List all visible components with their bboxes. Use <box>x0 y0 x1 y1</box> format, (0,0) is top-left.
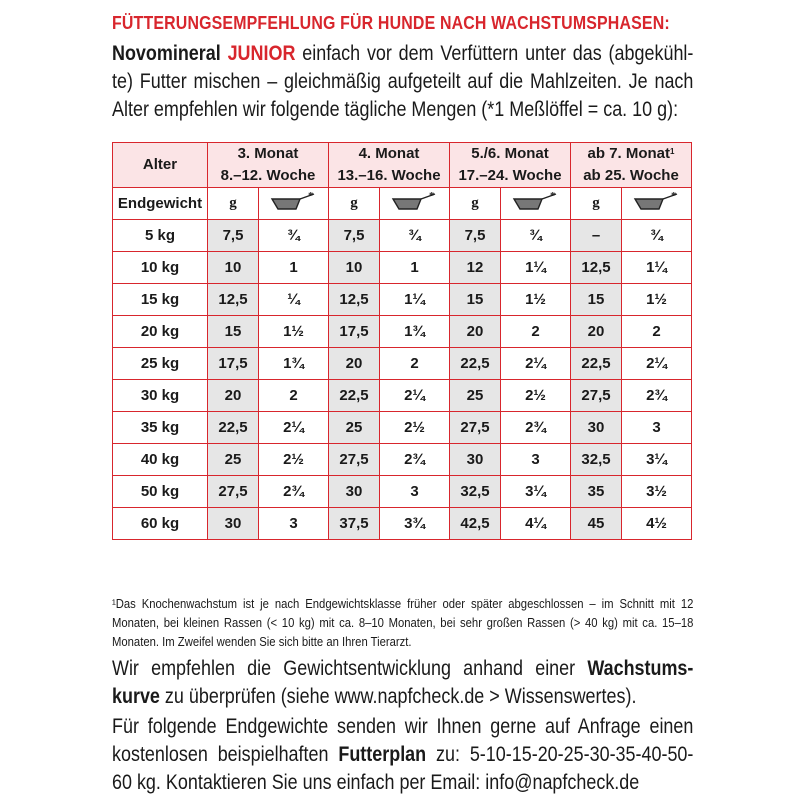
feeding-plan-term: Futterplan <box>338 743 427 766</box>
gram-unit-label: g <box>329 188 380 220</box>
gram-amount-cell: 7,5 <box>450 220 501 252</box>
spoon-amount-cell: 2 <box>622 316 692 348</box>
spoon-amount-cell: 3¼ <box>622 444 692 476</box>
gram-amount-cell: 35 <box>571 476 622 508</box>
gram-unit-label: g <box>208 188 259 220</box>
gram-amount-cell: 20 <box>571 316 622 348</box>
intro-text: einfach vor dem Verfüttern unter das (abgekühl-te) Futter mischen – gleichmäßig aufgeteilt auf die Mahlzeiten. Je nach Alter empfehlen wir folgende tägliche Mengen (*1 Meßlöffel = ca. 10 g): <box>112 42 694 121</box>
gram-unit-label: g <box>571 188 622 220</box>
table-row <box>113 380 692 412</box>
gram-amount-cell: 20 <box>450 316 501 348</box>
spoon-amount-cell: 2¼ <box>380 380 450 412</box>
phase-header <box>208 143 329 188</box>
gram-amount-cell: 30 <box>450 444 501 476</box>
svg-text:*: * <box>670 190 676 202</box>
measuring-spoon-icon <box>501 188 571 220</box>
measuring-spoon-icon <box>380 188 450 220</box>
phase-week: ab 25. Woche <box>583 167 679 184</box>
spoon-amount-cell: 2 <box>380 348 450 380</box>
growth-curve-paragraph: Wir empfehlen die Gewichtsentwicklung anhand einer Wachstums-kurve zu überprüfen (siehe www.napfcheck.de > Wissenswertes). <box>112 657 694 708</box>
gram-amount-cell: 20 <box>208 380 259 412</box>
measuring-spoon-icon <box>622 188 692 220</box>
gram-amount-cell: 27,5 <box>450 412 501 444</box>
gram-amount-cell: 12,5 <box>329 284 380 316</box>
gram-amount-cell: 12,5 <box>571 252 622 284</box>
spoon-amount-cell: ¾ <box>259 220 329 252</box>
spoon-amount-cell: 3¼ <box>501 476 571 508</box>
gram-amount-cell: 32,5 <box>571 444 622 476</box>
table-row <box>113 412 692 444</box>
spoon-amount-cell: 2½ <box>259 444 329 476</box>
weight-cell: 25 kg <box>113 348 208 380</box>
intro-paragraph <box>112 40 693 124</box>
spoon-amount-cell: 1¾ <box>259 348 329 380</box>
measuring-spoon-icon <box>259 188 329 220</box>
gram-amount-cell: 15 <box>571 284 622 316</box>
spoon-amount-cell: 2¼ <box>259 412 329 444</box>
gram-amount-cell: 15 <box>450 284 501 316</box>
weight-cell: 5 kg <box>113 220 208 252</box>
feeding-recommendation-page <box>112 10 694 794</box>
gram-amount-cell: 7,5 <box>329 220 380 252</box>
weight-cell: 35 kg <box>113 412 208 444</box>
spoon-amount-cell: 1¼ <box>380 284 450 316</box>
age-header: Alter <box>113 143 208 188</box>
phase-header <box>329 143 450 188</box>
table-row <box>113 220 692 252</box>
gram-amount-cell: 17,5 <box>329 316 380 348</box>
gram-amount-cell: 22,5 <box>208 412 259 444</box>
spoon-amount-cell: 2 <box>259 380 329 412</box>
phase-month: 4. Monat <box>358 145 420 162</box>
gram-amount-cell: 12,5 <box>208 284 259 316</box>
spoon-amount-cell: 2¾ <box>501 412 571 444</box>
weight-cell: 50 kg <box>113 476 208 508</box>
gram-amount-cell: 32,5 <box>450 476 501 508</box>
spoon-amount-cell: 1 <box>259 252 329 284</box>
svg-text:*: * <box>428 190 434 202</box>
gram-amount-cell: 15 <box>208 316 259 348</box>
spoon-amount-cell: 3½ <box>622 476 692 508</box>
gram-amount-cell: – <box>571 220 622 252</box>
svg-text:*: * <box>307 190 313 202</box>
spoon-amount-cell: 3 <box>259 508 329 540</box>
svg-text:*: * <box>549 190 555 202</box>
gram-amount-cell: 27,5 <box>571 380 622 412</box>
spoon-amount-cell: 3 <box>622 412 692 444</box>
gram-amount-cell: 25 <box>450 380 501 412</box>
footnote-marker: 1 <box>670 147 675 156</box>
phase-header <box>571 143 692 188</box>
spoon-amount-cell: 3 <box>380 476 450 508</box>
weight-cell: 30 kg <box>113 380 208 412</box>
spoon-amount-cell: ¼ <box>259 284 329 316</box>
gram-amount-cell: 30 <box>571 412 622 444</box>
table-row <box>113 284 692 316</box>
spoon-amount-cell: 1¾ <box>380 316 450 348</box>
feeding-table <box>112 142 692 540</box>
gram-amount-cell: 10 <box>208 252 259 284</box>
spoon-amount-cell: 2½ <box>380 412 450 444</box>
phase-week: 17.–24. Woche <box>458 167 562 184</box>
phase-month: 5./6. Monat <box>471 145 549 162</box>
gram-amount-cell: 37,5 <box>329 508 380 540</box>
table-row <box>113 444 692 476</box>
spoon-amount-cell: 1 <box>380 252 450 284</box>
footnote: ¹Das Knochenwachstum ist je nach Endgewichtsklasse früher oder später abgeschlossen – im Schnitt mit 12 Monaten, bei kleinen Rassen (< 10 kg) mit ca. 8–10 Monaten, bei sehr großen Rassen (> 40 kg) mit ca. 15–18 Monaten. Im Zweifel wenden Sie sich bitte an Ihren Tierarzt. <box>112 596 694 649</box>
table-row <box>113 508 692 540</box>
phase-header <box>450 143 571 188</box>
gram-amount-cell: 7,5 <box>208 220 259 252</box>
phase-month: ab 7. Monat$^1$ <box>587 145 675 162</box>
weight-cell: 60 kg <box>113 508 208 540</box>
spoon-amount-cell: 2½ <box>501 380 571 412</box>
spoon-amount-cell: ¾ <box>380 220 450 252</box>
table-row <box>113 316 692 348</box>
product-name: JUNIOR <box>227 42 296 65</box>
weight-cell: 40 kg <box>113 444 208 476</box>
gram-amount-cell: 30 <box>208 508 259 540</box>
gram-amount-cell: 20 <box>329 348 380 380</box>
gram-amount-cell: 22,5 <box>450 348 501 380</box>
gram-unit-label: g <box>450 188 501 220</box>
gram-amount-cell: 45 <box>571 508 622 540</box>
spoon-amount-cell: 4½ <box>622 508 692 540</box>
gram-amount-cell: 10 <box>329 252 380 284</box>
spoon-amount-cell: 2¼ <box>501 348 571 380</box>
spoon-amount-cell: 4¼ <box>501 508 571 540</box>
gram-amount-cell: 22,5 <box>571 348 622 380</box>
gram-amount-cell: 25 <box>208 444 259 476</box>
phase-week: 13.–16. Woche <box>337 167 441 184</box>
gram-amount-cell: 17,5 <box>208 348 259 380</box>
spoon-amount-cell: 1½ <box>259 316 329 348</box>
gram-amount-cell: 30 <box>329 476 380 508</box>
spoon-amount-cell: 3¾ <box>380 508 450 540</box>
page-heading: FÜTTERUNGSEMPFEHLUNG FÜR HUNDE NACH WACHSTUMSPHASEN: <box>112 12 670 33</box>
brand-name: Novomineral <box>112 42 221 65</box>
gram-amount-cell: 12 <box>450 252 501 284</box>
feeding-plan-paragraph: Für folgende Endgewichte senden wir Ihnen gerne auf Anfrage einen kostenlosen beispielhaften Futterplan zu: 5-10-15-20-25-30-35-40-50-60 kg. Kontaktieren Sie uns einfach per Email: info@napfcheck.de <box>112 715 694 794</box>
table-row <box>113 252 692 284</box>
phase-week: 8.–12. Woche <box>220 167 316 184</box>
weight-cell: 20 kg <box>113 316 208 348</box>
gram-amount-cell: 22,5 <box>329 380 380 412</box>
table-row <box>113 348 692 380</box>
spoon-amount-cell: 2¾ <box>622 380 692 412</box>
gram-amount-cell: 27,5 <box>208 476 259 508</box>
phase-month: 3. Monat <box>237 145 299 162</box>
gram-amount-cell: 25 <box>329 412 380 444</box>
gram-amount-cell: 42,5 <box>450 508 501 540</box>
spoon-amount-cell: 3 <box>501 444 571 476</box>
spoon-amount-cell: 1½ <box>622 284 692 316</box>
gram-amount-cell: 27,5 <box>329 444 380 476</box>
weight-cell: 15 kg <box>113 284 208 316</box>
spoon-amount-cell: 1¼ <box>622 252 692 284</box>
growth-curve-term: Wachstums-kurve <box>112 657 694 708</box>
spoon-amount-cell: 2¾ <box>259 476 329 508</box>
spoon-amount-cell: ¾ <box>501 220 571 252</box>
table-row <box>113 476 692 508</box>
spoon-amount-cell: 1¼ <box>501 252 571 284</box>
weight-header: Endgewicht <box>113 188 208 220</box>
spoon-amount-cell: 1½ <box>501 284 571 316</box>
spoon-amount-cell: 2¼ <box>622 348 692 380</box>
weight-cell: 10 kg <box>113 252 208 284</box>
spoon-amount-cell: ¾ <box>622 220 692 252</box>
spoon-amount-cell: 2 <box>501 316 571 348</box>
spoon-amount-cell: 2¾ <box>380 444 450 476</box>
